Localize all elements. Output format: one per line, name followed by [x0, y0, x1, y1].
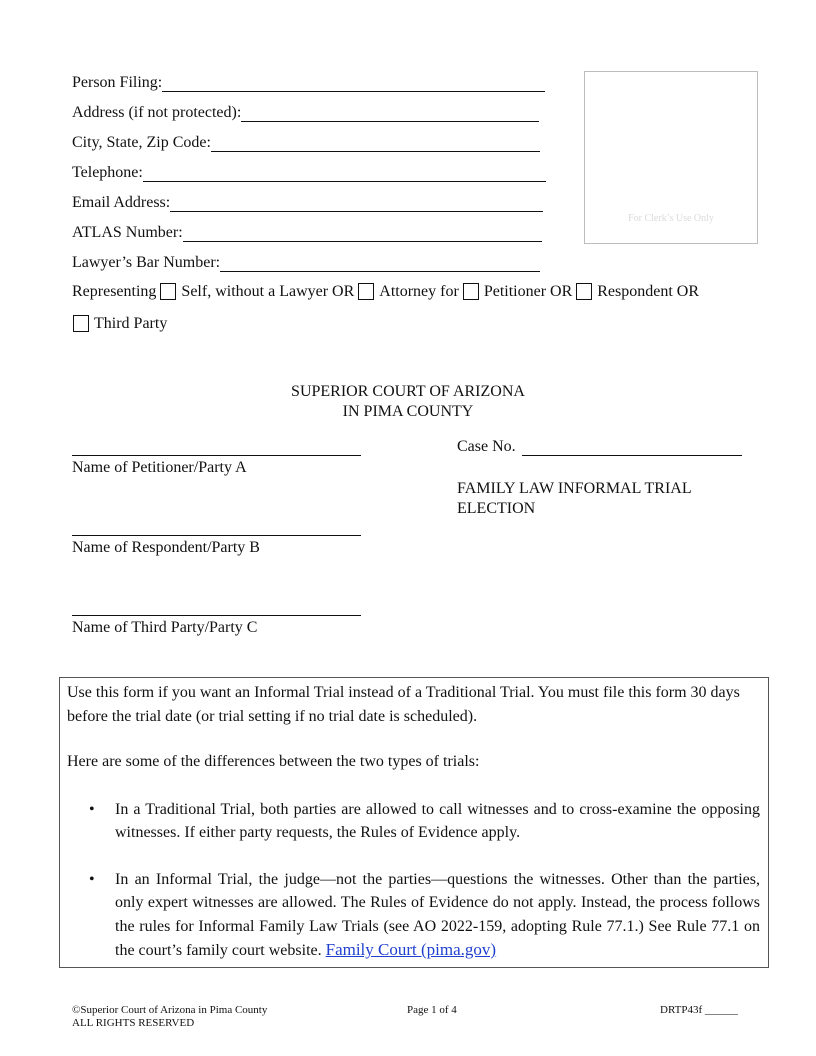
- third-party-option-label: Third Party: [94, 315, 168, 332]
- case-number-field[interactable]: [457, 438, 742, 456]
- address-label: Address (if not protected):: [72, 104, 242, 121]
- city-state-zip-field[interactable]: [72, 134, 540, 152]
- bar-number-line[interactable]: [220, 254, 540, 272]
- email-field[interactable]: [72, 194, 543, 212]
- bullet-icon: •: [89, 870, 95, 888]
- atlas-number-field[interactable]: [72, 224, 542, 242]
- informal-trial-text: In an Informal Trial, the judge—not the parties—questions the witnesses. Other than the parties, only expert witnesses are allowed. The Rules of Evidence do not apply. Instead, the process follows the rules for Informal Family Law Trials (see AO 2022-159, adopting Rule 77.1.) See Rule 77.1 on the court’s family court website.: [115, 870, 760, 959]
- copyright-line-2: ALL RIGHTS RESERVED: [72, 1017, 195, 1029]
- person-filing-line[interactable]: [162, 74, 545, 92]
- page-number: Page 1 of 4: [407, 1004, 457, 1016]
- city-state-zip-label: City, State, Zip Code:: [72, 134, 211, 151]
- petitioner-checkbox[interactable]: [463, 283, 479, 300]
- case-number-label: Case No.: [457, 438, 516, 455]
- telephone-line[interactable]: [143, 164, 546, 182]
- atlas-number-label: ATLAS Number:: [72, 224, 183, 241]
- third-party-checkbox[interactable]: [73, 315, 89, 332]
- respondent-option-label: Respondent OR: [597, 283, 700, 300]
- email-line[interactable]: [170, 194, 543, 212]
- email-label: Email Address:: [72, 194, 171, 211]
- form-title-line-1: FAMILY LAW INFORMAL TRIAL: [457, 480, 692, 497]
- petitioner-option-label: Petitioner OR: [483, 283, 573, 300]
- respondent-name-label: Name of Respondent/Party B: [72, 539, 260, 556]
- bullet-icon: •: [89, 800, 95, 818]
- list-item: [67, 798, 760, 845]
- clerk-use-box: [584, 71, 758, 244]
- petitioner-name-label: Name of Petitioner/Party A: [72, 459, 247, 476]
- representing-row: [72, 283, 699, 301]
- court-county: IN PIMA COUNTY: [342, 403, 474, 420]
- clerk-use-label: For Clerk’s Use Only: [628, 213, 714, 224]
- case-number-line[interactable]: [522, 438, 742, 456]
- instructions-intro: Use this form if you want an Informal Trial instead of a Traditional Trial. You must file this form 30 days before the trial date (or trial setting if no trial date is scheduled).: [67, 684, 740, 725]
- bar-number-label: Lawyer’s Bar Number:: [72, 254, 221, 271]
- respondent-checkbox[interactable]: [576, 283, 592, 300]
- third-party-name-label: Name of Third Party/Party C: [72, 619, 258, 636]
- third-party-name-line[interactable]: [72, 615, 361, 616]
- person-filing-field[interactable]: [72, 74, 545, 92]
- petitioner-name-line[interactable]: [72, 455, 361, 456]
- address-line[interactable]: [241, 104, 539, 122]
- address-field[interactable]: [72, 104, 539, 122]
- form-code: DRTP43f ______: [660, 1004, 738, 1016]
- form-title-line-2: ELECTION: [457, 500, 536, 517]
- traditional-trial-text: In a Traditional Trial, both parties are allowed to call witnesses and to cross-examine the opposing witnesses. If either party requests, the Rules of Evidence apply.: [115, 800, 760, 841]
- list-item: [67, 868, 760, 963]
- telephone-field[interactable]: [72, 164, 546, 182]
- footer-copyright: [72, 1004, 267, 1030]
- attorney-option-label: Attorney for: [379, 283, 459, 300]
- representing-label: Representing: [72, 283, 157, 300]
- atlas-number-line[interactable]: [183, 224, 542, 242]
- differences-heading: Here are some of the differences between the two types of trials:: [67, 753, 480, 770]
- respondent-name-line[interactable]: [72, 535, 361, 536]
- instructions-box: [59, 677, 769, 968]
- telephone-label: Telephone:: [72, 164, 143, 181]
- bar-number-field[interactable]: [72, 254, 540, 272]
- self-checkbox[interactable]: [160, 283, 176, 300]
- court-name: SUPERIOR COURT OF ARIZONA: [291, 383, 525, 400]
- representing-row-2: [72, 315, 167, 333]
- form-title: [457, 479, 692, 519]
- copyright-line-1: ©Superior Court of Arizona in Pima County: [72, 1004, 268, 1016]
- self-option-label: Self, without a Lawyer OR: [181, 283, 355, 300]
- city-state-zip-line[interactable]: [211, 134, 540, 152]
- attorney-checkbox[interactable]: [358, 283, 374, 300]
- family-court-link[interactable]: Family Court (pima.gov): [325, 940, 497, 959]
- person-filing-label: Person Filing:: [72, 74, 163, 91]
- differences-list: [67, 798, 760, 963]
